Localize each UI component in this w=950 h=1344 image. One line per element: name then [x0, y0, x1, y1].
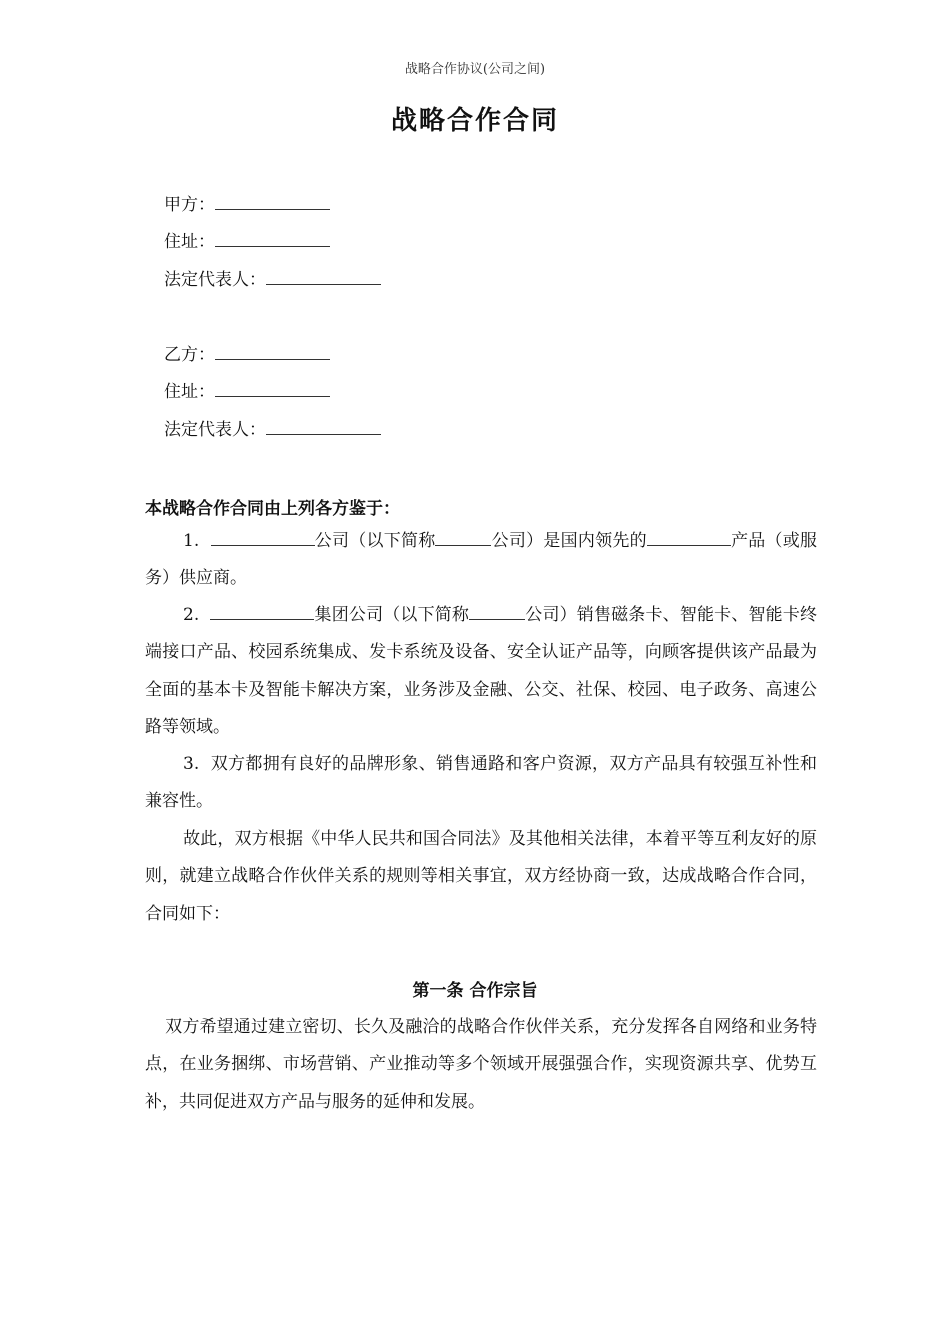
party-a-name-label: 甲方：: [164, 195, 215, 215]
article-1-title: 第一条 合作宗旨: [412, 981, 538, 1001]
party-b-name-line: [164, 344, 330, 366]
party-a-rep-label: 法定代表人：: [164, 270, 266, 290]
item-2-blank-group: [210, 605, 314, 620]
item-1-number: 1.: [183, 531, 200, 551]
item-2-text-b: 公司）销售磁条卡、智能卡、智能卡终端接口产品、校园系统集成、发卡系统及设备、安全认证产品等，向顾客提供该产品最为全面的基本卡及智能卡解决方案，业务涉及金融、公交、社保、校园、电子政务、高速公路等领域。: [145, 605, 818, 737]
party-a-rep-line: [164, 269, 381, 291]
party-a-name-blank: [215, 195, 330, 210]
item-2-number: 2.: [183, 605, 200, 625]
item-1-text-b: 公司）是国内领先的: [491, 531, 647, 551]
item-3-number: 3.: [183, 754, 200, 774]
party-b-rep-line: [164, 419, 381, 441]
item-3-text: 双方都拥有良好的品牌形象、销售通路和客户资源，双方产品具有较强互补性和兼容性。: [145, 754, 818, 812]
article-1-text: 双方希望通过建立密切、长久及融洽的战略合作伙伴关系，充分发挥各自网络和业务特点，在业务捆绑、市场营销、产业推动等多个领域开展强强合作，实现资源共享、优势互补，共同促进双方产品与服务的延伸和发展。: [145, 1017, 817, 1112]
item-1-blank-product: [647, 531, 731, 546]
party-b-address-label: 住址：: [164, 382, 215, 402]
therefore-paragraph: [145, 821, 817, 933]
recital-item-1: [145, 523, 817, 598]
item-1-text-c: 产品（或服务）供应商。: [145, 531, 818, 589]
party-a-address-blank: [215, 232, 330, 247]
party-a-address-label: 住址：: [164, 232, 215, 252]
party-b-rep-label: 法定代表人：: [164, 420, 266, 440]
party-a-address-line: [164, 231, 330, 253]
party-b-address-blank: [215, 382, 330, 397]
contract-title: 战略合作合同: [390, 106, 559, 136]
article-1-paragraph: [145, 1009, 817, 1121]
recital-item-2: [145, 597, 817, 746]
party-b-rep-blank: [266, 420, 381, 435]
recital-item-3: [145, 746, 817, 821]
therefore-text: 故此，双方根据《中华人民共和国合同法》及其他相关法律，本着平等互利友好的原则，就建立战略合作伙伴关系的规则等相关事宜，双方经协商一致，达成战略合作合同，合同如下：: [145, 829, 817, 924]
item-2-text-a: 集团公司（以下简称: [314, 605, 470, 625]
item-1-blank-company: [211, 531, 315, 546]
intro-heading: 本战略合作合同由上列各方鉴于：: [145, 499, 400, 519]
item-1-text-a: 公司（以下简称: [314, 531, 436, 551]
party-b-address-line: [164, 381, 330, 403]
party-a-name-line: [164, 194, 330, 216]
item-2-blank-short: [469, 605, 525, 620]
page-header: 战略合作协议(公司之间): [404, 62, 546, 77]
party-a-rep-blank: [266, 270, 381, 285]
party-b-name-blank: [215, 345, 330, 360]
party-b-name-label: 乙方：: [164, 345, 215, 365]
item-1-blank-short: [435, 531, 491, 546]
